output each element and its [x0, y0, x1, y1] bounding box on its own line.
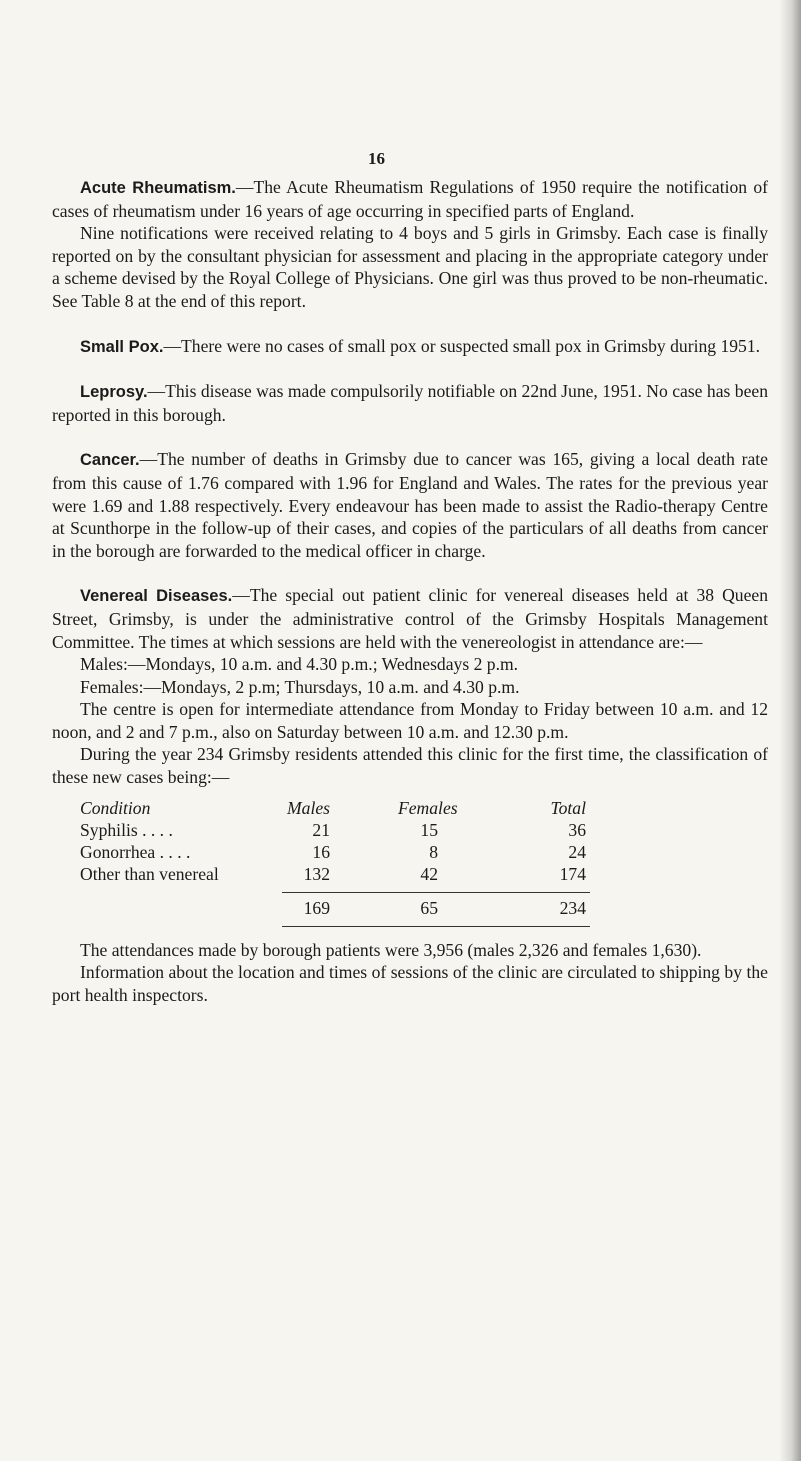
venereal-paragraph: [52, 584, 768, 653]
small-pox-heading: Small Pox.: [80, 337, 164, 356]
males-session-times: Males:—Mondays, 10 a.m. and 4.30 p.m.; Wednesdays 2 p.m.: [80, 654, 519, 675]
shipping-information-paragraph: Information about the location and times of sessions of the clinic are circulated to shipping by the port health inspectors.: [52, 962, 768, 1005]
cancer-paragraph: [52, 448, 768, 562]
table-row-condition: Syphilis . . . .: [80, 819, 173, 840]
header-condition: Condition: [80, 797, 151, 818]
classification-table: [52, 797, 768, 919]
table-row-females: 15: [420, 819, 438, 840]
totals-rule-top: [282, 892, 590, 893]
table-row-males: 21: [312, 819, 330, 840]
attendances-paragraph: The attendances made by borough patients were 3,956 (males 2,326 and females 1,630).: [80, 939, 702, 960]
document-body: [52, 176, 768, 1006]
new-cases-intro: During the year 234 Grimsby residents attended this clinic for the first time, the classification of these new cases being:—: [52, 744, 768, 788]
leprosy-text: —This disease was made compulsorily notifiable on 22nd June, 1951. No case has been reported in this borough.: [52, 381, 768, 425]
leprosy-paragraph: [52, 380, 768, 426]
females-session-times: Females:—Mondays, 2 p.m; Thursdays, 10 a.m. and 4.30 p.m.: [80, 676, 520, 697]
total-females: 65: [420, 897, 438, 918]
table-row-total: 24: [568, 841, 586, 862]
total-males: 169: [303, 897, 330, 918]
table-row-females: 42: [420, 863, 438, 884]
header-males: Males: [287, 797, 330, 818]
page-number: 16: [368, 149, 385, 168]
venereal-heading: Venereal Diseases.: [80, 587, 233, 606]
leprosy-heading: Leprosy.: [80, 383, 148, 402]
header-females: Females: [398, 797, 458, 818]
page-edge-shadow: [779, 0, 801, 1461]
cancer-text: —The number of deaths in Grimsby due to cancer was 165, giving a local death rate from this cause of 1.76 compared with 1.96 for England and Wales. The rates for the previous year were 1.69 and 1.88 respectively. Every endeavour has been made to assist the Radio-therapy Centre at Scunthorpe in the follow-up of their cases, and copies of the particulars of all deaths from cancer in the borough are forwarded to the medical officer in charge.: [52, 449, 768, 561]
intermediate-attendance: The centre is open for intermediate attendance from Monday to Friday between 10 a.m. and 12 noon, and 2 and 7 p.m., also on Saturday between 10 a.m. and 12.30 p.m.: [52, 699, 768, 742]
table-row-total: 36: [568, 819, 586, 840]
header-total: Total: [550, 797, 586, 818]
acute-rheumatism-paragraph: [52, 176, 768, 222]
table-row-males: 132: [303, 863, 330, 884]
acute-rheumatism-text: —The Acute Rheumatism Regulations of 1950 require the notification of cases of rheumatism under 16 years of age occurring in specified parts of England.: [52, 177, 768, 221]
venereal-text: —The special out patient clinic for venereal diseases held at 38 Queen Street, Grimsby, is under the administrative control of the Grimsby Hospitals Management Committee. The times at which sessions are held with the venereologist in attendance are:—: [52, 585, 768, 652]
totals-rule-bottom: [282, 926, 590, 927]
table-row-females: 8: [429, 841, 438, 862]
acute-rheumatism-notifications: Nine notifications were received relating to 4 boys and 5 girls in Grimsby. Each case is finally reported on by the consultant physician for assessment and placing in the appropriate category under a scheme devised by the Royal College of Physicians. One girl was thus proved to be non-rheumatic. See Table 8 at the end of this report.: [52, 223, 768, 311]
acute-rheumatism-heading: Acute Rheumatism.: [80, 179, 236, 197]
small-pox-paragraph: [52, 335, 768, 359]
table-row-total: 174: [559, 863, 586, 884]
table-row-condition: Gonorrhea . . . .: [80, 841, 191, 862]
table-row-condition: Other than venereal: [80, 863, 219, 884]
total-total: 234: [559, 897, 586, 918]
small-pox-text: —There were no cases of small pox or suspected small pox in Grimsby during 1951.: [163, 335, 761, 356]
table-row-males: 16: [312, 841, 330, 862]
cancer-heading: Cancer.: [80, 451, 140, 470]
